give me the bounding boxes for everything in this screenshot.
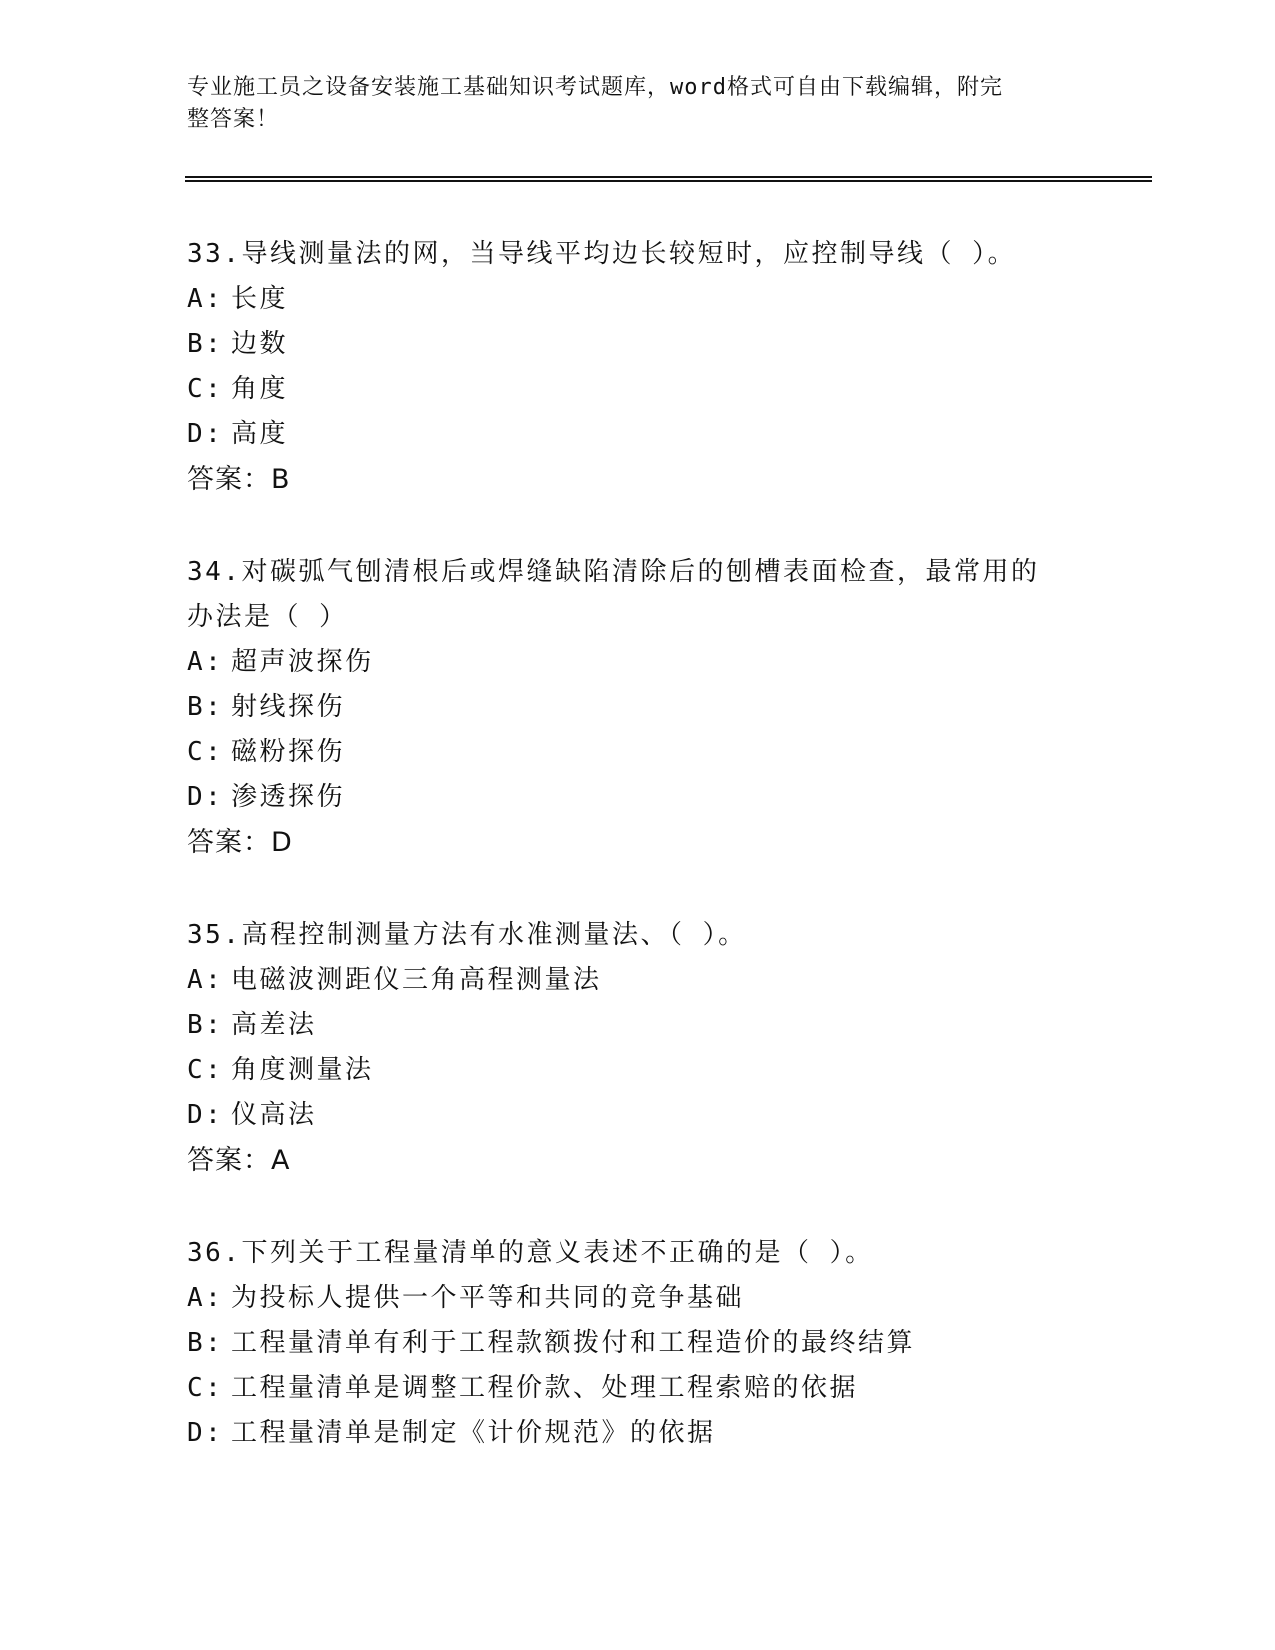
option-d xyxy=(187,775,1087,820)
option-b xyxy=(187,1321,1087,1366)
answer-line: 答案：A xyxy=(187,1145,291,1176)
option-letter: C: xyxy=(187,737,224,767)
question-block xyxy=(187,1231,1087,1456)
header-double-rule xyxy=(185,176,1152,182)
question-text: 33.导线测量法的网，当导线平均边长较短时，应控制导线（ ）。 xyxy=(187,239,1017,269)
option-text: 超声波探伤 xyxy=(231,647,374,677)
option-c xyxy=(187,730,1087,775)
option-b xyxy=(187,1003,1087,1048)
option-text: 电磁波测距仪三角高程测量法 xyxy=(231,965,602,995)
option-c xyxy=(187,367,1087,412)
header-line-2: 整答案！ xyxy=(187,107,280,132)
option-text: 边数 xyxy=(231,329,289,359)
option-text: 渗透探伤 xyxy=(231,782,346,812)
option-text: 高差法 xyxy=(231,1010,317,1040)
question-text: 36.下列关于工程量清单的意义表述不正确的是（ ）。 xyxy=(187,1238,874,1268)
option-letter: B: xyxy=(187,692,224,722)
option-c xyxy=(187,1048,1087,1093)
option-text: 磁粉探伤 xyxy=(231,737,346,767)
option-letter: D: xyxy=(187,419,224,449)
option-d xyxy=(187,1093,1087,1138)
option-letter: A: xyxy=(187,647,224,677)
option-text: 仪高法 xyxy=(231,1100,317,1130)
option-text: 射线探伤 xyxy=(231,692,346,722)
option-a xyxy=(187,958,1087,1003)
option-text: 为投标人提供一个平等和共同的竞争基础 xyxy=(231,1283,745,1313)
option-letter: C: xyxy=(187,374,224,404)
question-text: 34.对碳弧气刨清根后或焊缝缺陷清除后的刨槽表面检查，最常用的办法是（ ） xyxy=(187,557,1040,632)
option-a xyxy=(187,277,1087,322)
option-letter: B: xyxy=(187,1328,224,1358)
option-text: 高度 xyxy=(231,419,289,449)
document-header xyxy=(187,72,1067,136)
option-d xyxy=(187,1411,1087,1456)
option-c xyxy=(187,1366,1087,1411)
option-text: 工程量清单是调整工程价款、处理工程索赔的依据 xyxy=(231,1373,859,1403)
header-line-1: 专业施工员之设备安装施工基础知识考试题库，word格式可自由下载编辑，附完 xyxy=(187,75,1003,100)
answer-line: 答案：D xyxy=(187,827,293,858)
option-text: 工程量清单有利于工程款额拨付和工程造价的最终结算 xyxy=(231,1328,916,1358)
option-text: 工程量清单是制定《计价规范》的依据 xyxy=(231,1418,716,1448)
option-d xyxy=(187,412,1087,457)
option-letter: D: xyxy=(187,1100,224,1130)
option-a xyxy=(187,1276,1087,1321)
option-letter: A: xyxy=(187,1283,224,1313)
option-letter: B: xyxy=(187,1010,224,1040)
option-letter: C: xyxy=(187,1373,224,1403)
option-letter: D: xyxy=(187,782,224,812)
option-a xyxy=(187,640,1087,685)
option-letter: D: xyxy=(187,1418,224,1448)
question-block xyxy=(187,550,1087,865)
option-b xyxy=(187,322,1087,367)
option-letter: A: xyxy=(187,284,224,314)
question-block xyxy=(187,913,1087,1183)
option-letter: B: xyxy=(187,329,224,359)
option-text: 角度测量法 xyxy=(231,1055,374,1085)
option-letter: C: xyxy=(187,1055,224,1085)
question-text: 35.高程控制测量方法有水准测量法、（ ）。 xyxy=(187,920,747,950)
question-block xyxy=(187,232,1087,502)
option-text: 长度 xyxy=(231,284,289,314)
option-letter: A: xyxy=(187,965,224,995)
answer-line: 答案：B xyxy=(187,464,291,495)
option-b xyxy=(187,685,1087,730)
option-text: 角度 xyxy=(231,374,289,404)
